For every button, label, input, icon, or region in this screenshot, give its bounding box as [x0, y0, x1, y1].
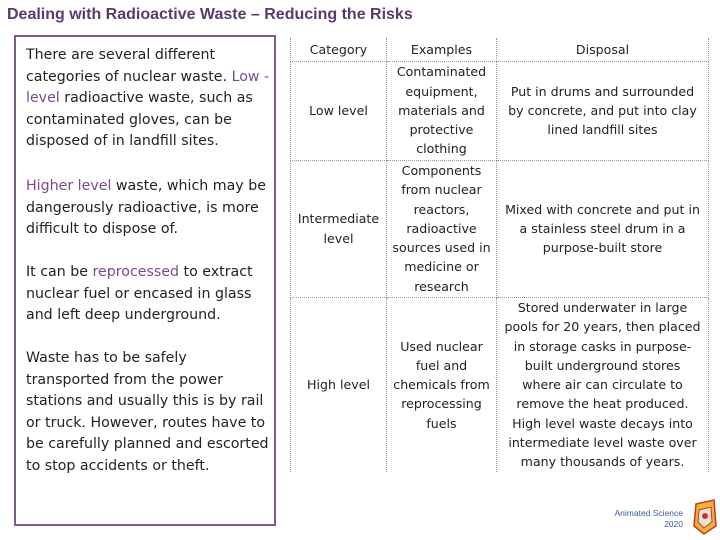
cell-category — [291, 61, 387, 160]
highlight-higher-level: Higher level — [26, 178, 112, 194]
paragraph-categories — [26, 45, 271, 153]
cell-examples — [387, 160, 497, 297]
cell-text: Contaminated equipment, materials and protective clothing — [396, 64, 487, 157]
paragraph-transport: Waste has to be safely transported from the power stations and usually this is by rail or truck. However, routes have to be carefully planned and escorted to stop accidents or theft. — [26, 350, 269, 474]
cell-category — [291, 160, 387, 297]
cell-examples — [387, 297, 497, 472]
cell-text: Mixed with concrete and put in a stainless steel drum in a purpose-built store — [505, 201, 700, 256]
cell-disposal — [497, 61, 709, 160]
table-row — [291, 160, 709, 297]
brand-year: 2020 — [664, 519, 683, 529]
table-row — [291, 297, 709, 472]
brand-label — [601, 508, 683, 530]
cell-text: High level — [307, 377, 370, 393]
waste-table — [290, 38, 709, 472]
info-panel — [14, 35, 276, 526]
header-category: Category — [291, 38, 387, 61]
text-segment: There are several different categories of nuclear waste. — [26, 47, 232, 85]
page-title: Dealing with Radioactive Waste – Reducing the Risks — [7, 6, 413, 23]
cell-category — [291, 297, 387, 472]
cell-text: Put in drums and surrounded by concrete, and put into clay lined landfill sites — [508, 83, 697, 138]
cell-text: Intermediate level — [297, 211, 380, 246]
text-segment: to extract nuclear fuel or encased in glass and left deep underground. — [26, 264, 253, 323]
cell-disposal — [497, 297, 709, 472]
cell-text: Stored underwater in large pools for 20 years, then placed in storage casks in purpose- built underground stores where air can circulate to remove the heat produced. High level waste decays into intermediate level waste over many thousands of years. — [504, 299, 701, 470]
cell-text: Components from nuclear reactors, radioactive sources used in medicine or research — [392, 162, 491, 294]
cell-text: Low level — [309, 102, 368, 118]
header-disposal: Disposal — [497, 38, 709, 61]
table-header-row — [291, 38, 709, 61]
cell-text: Used nuclear fuel and chemicals from reprocessing fuels — [393, 338, 490, 431]
brand-name: Animated Science — [614, 508, 683, 518]
paragraph-reprocessing — [26, 262, 271, 327]
cell-examples — [387, 61, 497, 160]
highlight-low-level: Low -level — [26, 68, 270, 106]
cell-disposal — [497, 160, 709, 297]
text-segment: waste, which may be dangerously radioactive, is more difficult to dispose of. — [26, 178, 266, 237]
text-segment: It can be — [26, 264, 93, 280]
paragraph-higher-level — [26, 176, 271, 241]
header-examples: Examples — [387, 38, 497, 61]
text-segment: radioactive waste, such as contaminated gloves, can be disposed of in landfill sites. — [26, 90, 253, 149]
table-row — [291, 61, 709, 160]
highlight-reprocessed: reprocessed — [92, 264, 180, 280]
animated-science-logo-icon — [690, 496, 720, 536]
